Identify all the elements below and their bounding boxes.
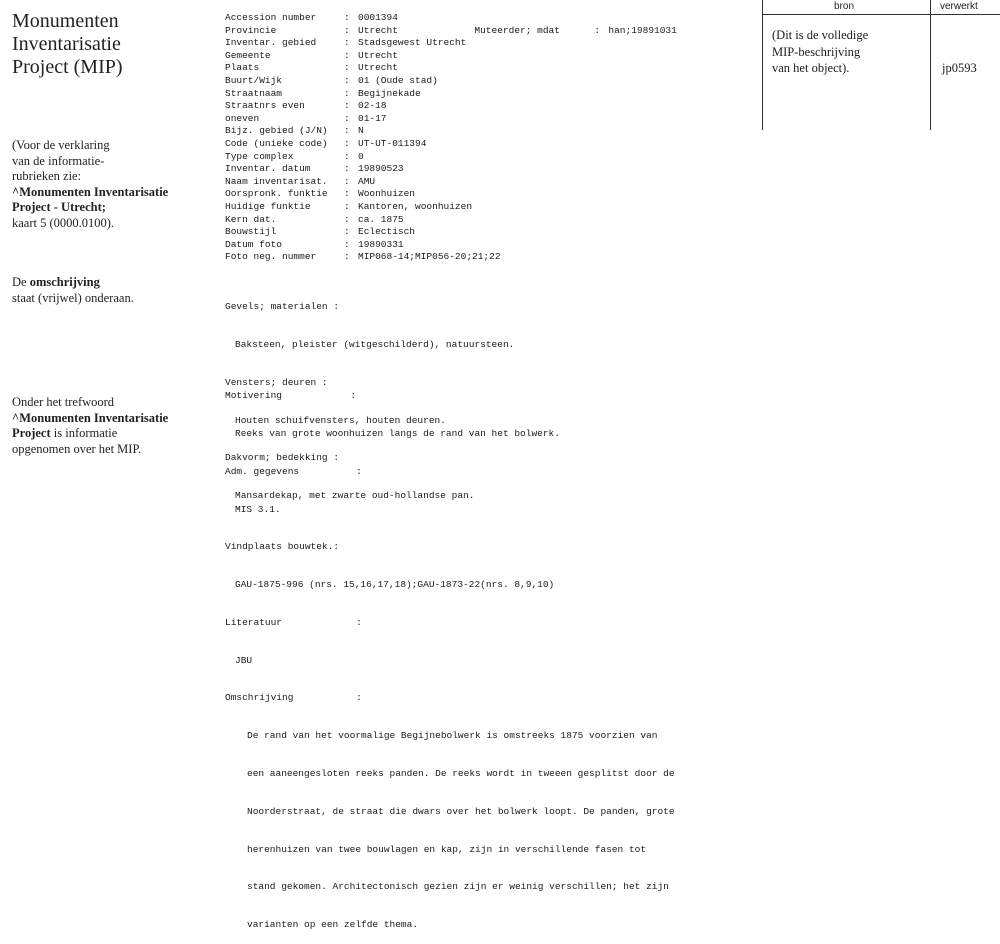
field-row	[225, 188, 501, 201]
field-value: MIP068-14;MIP056-20;21;22	[358, 251, 501, 263]
note-line: kaart 5 (0000.0100).	[12, 215, 115, 230]
field-list	[225, 12, 501, 264]
title-line: Inventarisatie	[12, 33, 121, 55]
field-label: Oorspronk. funktie	[225, 188, 328, 200]
field-value: AMU	[358, 175, 376, 187]
field-value: N	[358, 125, 364, 137]
field-separator: :	[344, 62, 350, 74]
bron-header: bron	[834, 1, 855, 12]
note-line: staat (vrijwel) onderaan.	[12, 290, 134, 305]
field-label: Inventar. datum	[225, 163, 311, 175]
field-separator: :	[344, 226, 350, 238]
bron-cell	[772, 27, 868, 77]
field-separator: :	[344, 150, 350, 162]
bron-line: MIP-beschrijving	[772, 44, 861, 59]
field-label: oneven	[225, 112, 260, 124]
field-separator: :	[344, 125, 350, 137]
field-separator: :	[344, 188, 350, 200]
motivering-label: Motivering :	[225, 390, 357, 402]
verwerkt-header: verwerkt	[940, 1, 978, 12]
mutator-sep: :	[594, 24, 601, 36]
note-text: De	[12, 275, 30, 289]
field-separator: :	[344, 251, 350, 263]
field-value: Utrecht	[358, 49, 398, 61]
field-row	[225, 251, 501, 264]
field-row	[225, 151, 501, 164]
literatuur-label: Literatuur :	[225, 616, 362, 628]
field-label: Gemeente	[225, 49, 271, 61]
field-value: 0	[358, 150, 364, 162]
omschrijving-line: herenhuizen van twee bouwlagen en kap, zijn in verschillende fasen tot	[247, 843, 647, 855]
field-row	[225, 100, 501, 113]
field-row	[225, 214, 501, 227]
verwerkt-cell: jp0593	[942, 61, 977, 75]
field-label: Datum foto	[225, 238, 283, 250]
dak-value: Mansardekap, met zwarte oud-hollandse pan.	[235, 490, 475, 502]
title-line: Project (MIP)	[12, 56, 123, 78]
field-label: Type complex	[225, 150, 294, 162]
field-value: Begijnekade	[358, 87, 421, 99]
field-separator: :	[344, 163, 350, 175]
adm-value: MIS 3.1.	[235, 503, 281, 515]
field-label: Buurt/Wijk	[225, 74, 283, 86]
field-row	[225, 201, 501, 214]
field-value: Utrecht	[358, 24, 398, 36]
field-value: Woonhuizen	[358, 188, 416, 200]
table-border	[930, 0, 931, 130]
field-separator: :	[344, 137, 350, 149]
note-line: opgenomen over het MIP.	[12, 441, 142, 456]
field-value: 0001394	[358, 12, 398, 23]
table-border	[762, 0, 763, 130]
bron-table	[762, 0, 1000, 130]
field-value: 01-17	[358, 112, 387, 124]
literatuur-value: JBU	[235, 654, 253, 666]
info-note	[12, 138, 168, 231]
field-separator: :	[344, 37, 350, 49]
gevels-value: Baksteen, pleister (witgeschilderd), natuursteen.	[235, 338, 515, 350]
field-value: 19890523	[358, 163, 404, 175]
title-line: Monumenten	[12, 10, 119, 32]
vensters-value: Houten schuifvensters, houten deuren.	[235, 414, 446, 426]
field-label: Bijz. gebied (J/N)	[225, 125, 328, 137]
field-row	[225, 113, 501, 126]
dak-label: Dakvorm; bedekking :	[225, 452, 340, 464]
field-separator: :	[344, 213, 350, 225]
note-bold: ^Monumenten Inventarisatie	[12, 184, 169, 199]
field-row	[225, 239, 501, 252]
omschrijving-line: Noorderstraat, de straat die dwars over het bolwerk loopt. De panden, grote	[247, 805, 675, 817]
field-separator: :	[344, 238, 350, 250]
note-line: van de informatie-	[12, 153, 105, 168]
field-separator: :	[344, 100, 350, 112]
mutator-info	[463, 12, 677, 37]
field-label: Provincie	[225, 24, 277, 36]
field-separator: :	[344, 200, 350, 212]
field-separator: :	[344, 87, 350, 99]
motivering-value: Reeks van grote woonhuizen langs de rand van het bolwerk.	[235, 427, 560, 439]
field-value: 02-18	[358, 100, 387, 112]
field-label: Straatnrs even	[225, 100, 305, 112]
field-label: Accession number	[225, 12, 317, 23]
bron-line: (Dit is de volledige	[772, 28, 869, 42]
omschrijving-label: Omschrijving :	[225, 692, 362, 704]
field-value: Stadsgewest Utrecht	[358, 37, 467, 49]
note-bold: Project - Utrecht;	[12, 200, 106, 214]
note-line: Onder het trefwoord	[12, 395, 115, 409]
adm-label: Adm. gegevens :	[225, 465, 362, 477]
document-title	[12, 10, 123, 79]
vensters-label: Vensters; deuren :	[225, 376, 328, 388]
field-value: Eclectisch	[358, 226, 416, 238]
mutator-label: Muteerder; mdat	[474, 24, 560, 36]
field-label: Kern dat.	[225, 213, 277, 225]
field-label: Bouwstijl	[225, 226, 277, 238]
omschrijving-line: stand gekomen. Architectonisch gezien zijn er weinig verschillen; het zijn	[247, 881, 669, 893]
field-separator: :	[344, 175, 350, 187]
field-value: ca. 1875	[358, 213, 404, 225]
note-bold: Project	[12, 426, 51, 440]
vindplaats-label: Vindplaats bouwtek.:	[225, 541, 340, 553]
field-row	[225, 12, 501, 25]
field-row	[225, 37, 501, 50]
omschrijving-line: een aaneengesloten reeks panden. De reeks wordt in tweeen gesplitst door de	[247, 768, 675, 779]
omschrijving-note	[12, 275, 134, 306]
note-bold: ^Monumenten Inventarisatie	[12, 410, 169, 425]
field-label: Plaats	[225, 62, 260, 74]
note-line: (Voor de verklaring	[12, 138, 110, 152]
note-bold: omschrijving	[29, 275, 100, 289]
field-value: 19890331	[358, 238, 404, 250]
bron-line: van het object).	[772, 61, 850, 75]
trefwoord-note	[12, 395, 168, 457]
field-value: Utrecht	[358, 62, 398, 74]
field-label: Inventar. gebied	[225, 37, 317, 49]
field-separator: :	[344, 74, 350, 86]
field-row	[225, 176, 501, 189]
field-separator: :	[344, 24, 350, 36]
field-row	[225, 62, 501, 75]
gevels-label: Gevels; materialen :	[225, 301, 340, 313]
field-row	[225, 125, 501, 138]
motivering-section	[225, 365, 675, 944]
field-value: 01 (Oude stad)	[358, 74, 438, 86]
field-row	[225, 25, 501, 38]
field-row	[225, 50, 501, 63]
field-separator: :	[344, 49, 350, 61]
vindplaats-value: GAU-1875-996 (nrs. 15,16,17,18);GAU-1873-22(nrs. 8,9,10)	[235, 579, 555, 591]
field-label: Naam inventarisat.	[225, 175, 328, 187]
field-separator: :	[344, 12, 350, 23]
field-row	[225, 138, 501, 151]
table-header-line	[762, 14, 1000, 15]
field-row	[225, 75, 501, 88]
field-row	[225, 226, 501, 239]
field-separator: :	[344, 112, 350, 124]
omschrijving-line: De rand van het voormalige Begijnebolwerk is omstreeks 1875 voorzien van	[247, 730, 658, 742]
note-text: is informatie	[50, 426, 118, 440]
mutator-value: han;19891031	[608, 24, 677, 36]
field-label: Straatnaam	[225, 87, 283, 99]
field-label: Code (unieke code)	[225, 137, 328, 149]
field-label: Foto neg. nummer	[225, 251, 317, 263]
field-value: UT-UT-011394	[358, 137, 427, 149]
field-row	[225, 163, 501, 176]
field-value: Kantoren, woonhuizen	[358, 200, 473, 212]
note-line: rubrieken zie:	[12, 169, 82, 183]
field-label: Huidige funktie	[225, 200, 311, 212]
field-row	[225, 88, 501, 101]
omschrijving-line: varianten op een zelfde thema.	[247, 919, 419, 931]
